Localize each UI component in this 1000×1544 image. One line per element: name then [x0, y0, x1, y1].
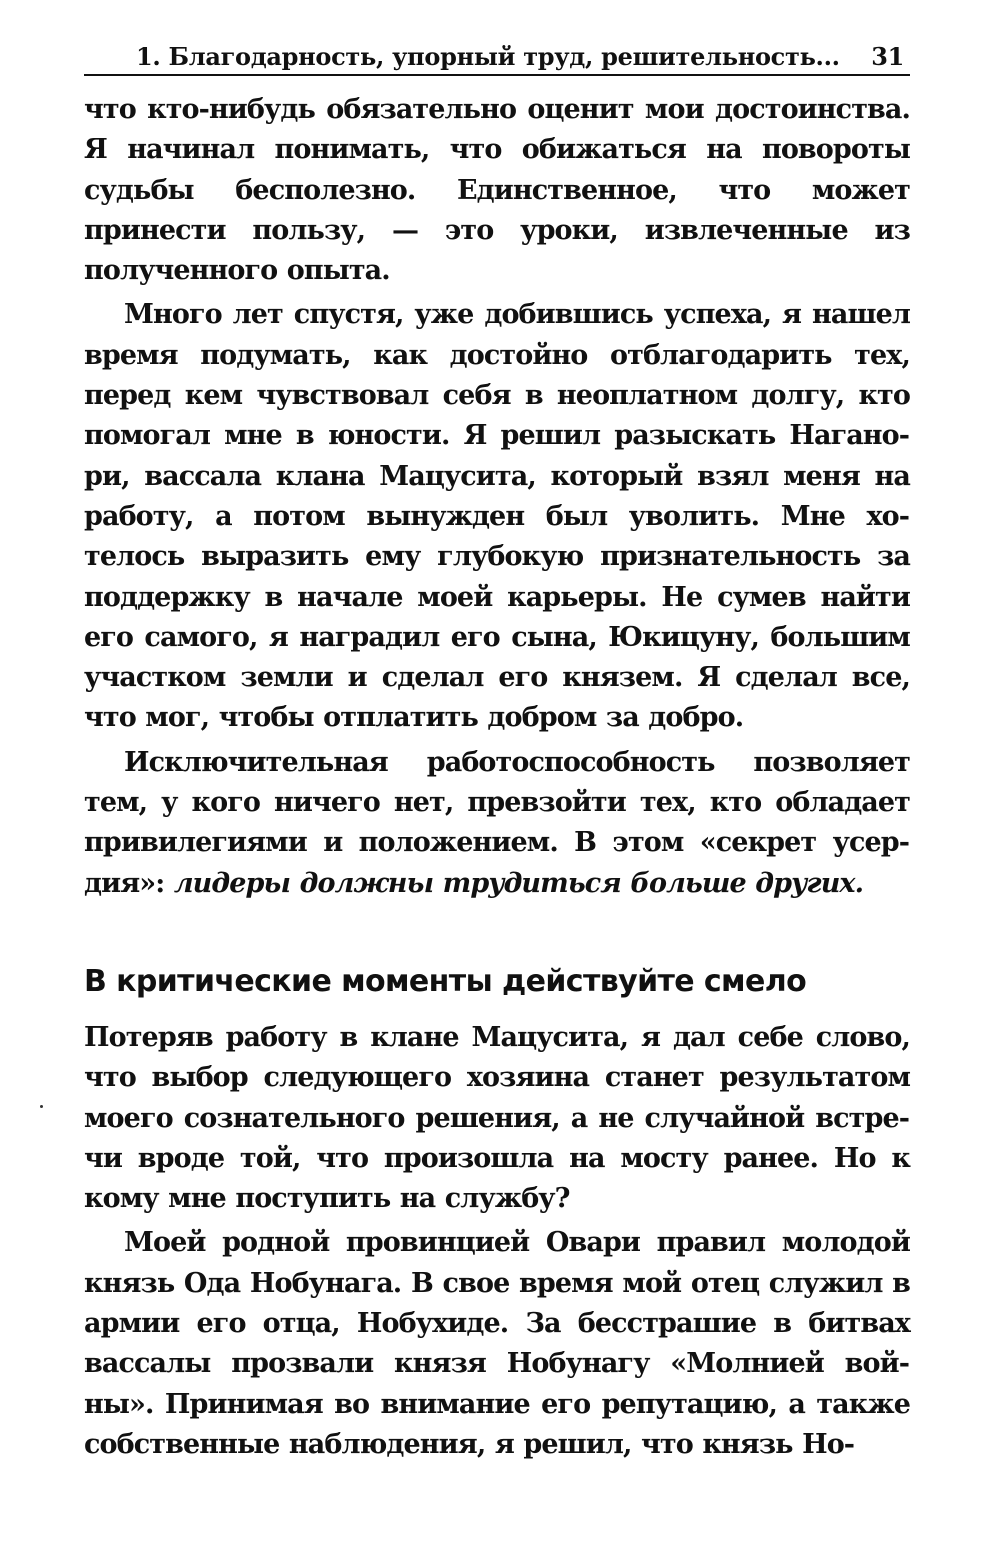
closing-text: Исключительная работоспособность позволяет тем, у кого ничего нет, превзойти тех, кто обладает привилегиями и положением. В этом «секрет усердия»: — [84, 746, 910, 899]
paragraph: Потеряв работу в клане Мацусита, я дал себе слово, что выбор следующего хозяина станет результатом моего сознательного решения, а не случайной встречи вроде той, что произошла на мосту ранее. Но к кому мне поступить на службу? — [84, 1021, 910, 1215]
section-heading: В критические моменты действуйте смело — [84, 963, 807, 999]
emphasis-text: лидеры должны трудиться больше других. — [173, 867, 864, 899]
running-head — [84, 40, 910, 76]
chapter-title: 1. Благодарность, упорный труд, решительность... — [136, 42, 840, 71]
book-page — [84, 0, 910, 1465]
paragraph-continued: что кто-нибудь обязательно оценит мои достоинства. Я начинал понимать, что обижаться на повороты судьбы бесполезно. Единственное, что может принести пользу, — это уроки, извлеченные из полученного опыта. — [84, 94, 910, 287]
print-speck — [40, 1105, 43, 1108]
body-text — [84, 90, 910, 1465]
paragraph-closing — [84, 743, 910, 904]
paragraph: Много лет спустя, уже добившись успеха, я нашел время подумать, как достойно отблагодарить тех, перед кем чувствовал себя в неоплатном долгу, кто помогал мне в юности. Я решил разыскать Наганори, вассала клана Мацусита, который взял меня на работу, а потом вынужден был уволить. Мне хотелось выразить ему глубокую признательность за поддержку в начале моей карьеры. Не сумев найти его самого, я наградил его сына, Юкицуну, большим участком земли и сделал его князем. Я сделал все, что мог, чтобы отплатить добром за добро. — [84, 299, 910, 734]
paragraph: Моей родной провинцией Овари правил молодой князь Ода Нобунага. В свое время мой отец служил в армии его отца, Нобухиде. За бесстрашие в битвах вассалы прозвали князя Нобунагу «Молнией войны». Принимая во внимание его репутацию, а также собственные наблюдения, я решил, что князь Но- — [84, 1227, 910, 1460]
page-number: 31 — [871, 42, 904, 71]
